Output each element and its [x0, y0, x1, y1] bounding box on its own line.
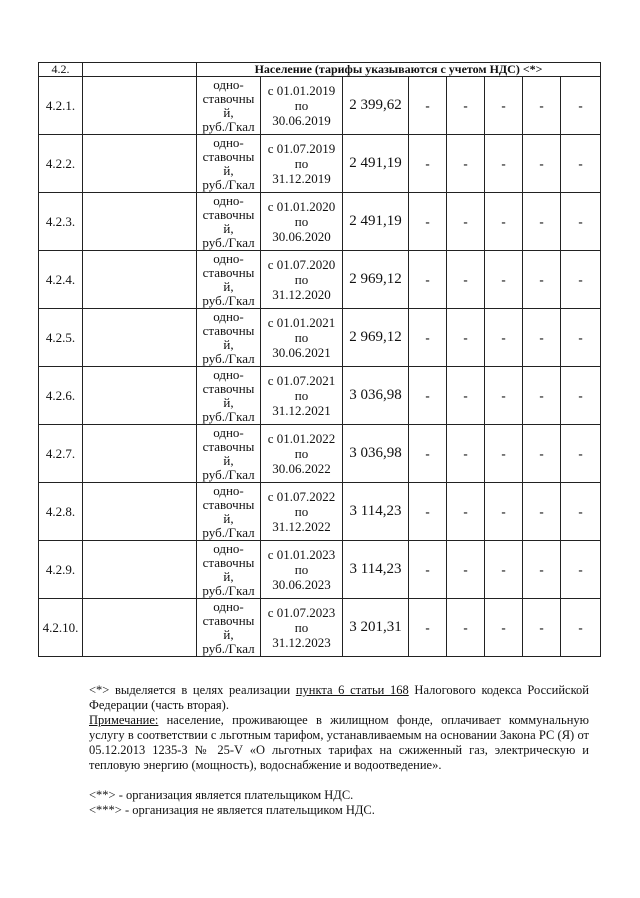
table-row: [39, 77, 601, 135]
empty-cell: [83, 309, 197, 367]
tariff-value: 3 036,98: [343, 367, 409, 425]
unit-line: ставочны: [202, 554, 255, 570]
unit-line: ставочны: [202, 496, 255, 512]
table-row: [39, 483, 601, 541]
dash-cell: -: [447, 425, 485, 483]
dash-cell: -: [561, 77, 601, 135]
dash-cell: -: [447, 367, 485, 425]
unit-line: й,: [223, 452, 234, 468]
dash-cell: -: [409, 367, 447, 425]
period-to: 30.06.2019: [272, 113, 331, 128]
period-from: с 01.07.2022: [267, 489, 336, 504]
unit-cell: [197, 77, 261, 135]
period-from: с 01.07.2023: [267, 605, 336, 620]
period-cell: [261, 367, 343, 425]
period-from: с 01.07.2020: [267, 257, 336, 272]
period-from: с 01.01.2022: [267, 431, 336, 446]
unit-line: ставочны: [202, 322, 255, 338]
unit-line: одно-: [213, 598, 244, 614]
dash-cell: -: [561, 599, 601, 657]
period-from: с 01.01.2023: [267, 547, 336, 562]
unit-line: й,: [223, 278, 234, 294]
unit-cell: [197, 135, 261, 193]
unit-line: руб./Гкал: [202, 466, 255, 482]
period-from: с 01.01.2021: [267, 315, 336, 330]
period-from: с 01.01.2019: [267, 83, 336, 98]
period-to: 31.12.2019: [272, 171, 331, 186]
dash-cell: -: [447, 599, 485, 657]
period-mid: по: [294, 446, 309, 461]
row-number: 4.2.3.: [39, 193, 83, 251]
unit-line: й,: [223, 568, 234, 584]
section-title: Население (тарифы указываются с учетом НДС) <*>: [197, 63, 601, 77]
dash-cell: -: [447, 483, 485, 541]
remark: [89, 713, 589, 773]
period-cell: [261, 425, 343, 483]
dash-cell: -: [523, 251, 561, 309]
unit-line: руб./Гкал: [202, 350, 255, 366]
period-mid: по: [294, 562, 309, 577]
period-cell: [261, 541, 343, 599]
tariff-value: 3 114,23: [343, 483, 409, 541]
period-mid: по: [294, 214, 309, 229]
table-row: [39, 309, 601, 367]
empty-cell: [83, 135, 197, 193]
unit-line: одно-: [213, 308, 244, 324]
unit-cell: [197, 425, 261, 483]
tariff-value: 2 969,12: [343, 309, 409, 367]
dash-cell: -: [523, 367, 561, 425]
unit-line: руб./Гкал: [202, 118, 255, 134]
dash-cell: -: [409, 77, 447, 135]
unit-cell: [197, 309, 261, 367]
dash-cell: -: [409, 599, 447, 657]
period-to: 30.06.2023: [272, 577, 331, 592]
row-number: 4.2.9.: [39, 541, 83, 599]
table-row: [39, 599, 601, 657]
unit-line: руб./Гкал: [202, 176, 255, 192]
dash-cell: -: [485, 425, 523, 483]
dash-cell: -: [447, 251, 485, 309]
unit-line: ставочны: [202, 148, 255, 164]
dash-cell: -: [523, 193, 561, 251]
tariff-value: 2 491,19: [343, 193, 409, 251]
unit-line: ставочны: [202, 206, 255, 222]
period-cell: [261, 309, 343, 367]
dash-cell: -: [485, 309, 523, 367]
dash-cell: -: [523, 599, 561, 657]
remark-label: Примечание:: [89, 713, 159, 727]
unit-line: й,: [223, 220, 234, 236]
tariff-value: 3 114,23: [343, 541, 409, 599]
row-number: 4.2.7.: [39, 425, 83, 483]
dash-cell: -: [561, 541, 601, 599]
unit-line: ставочны: [202, 438, 255, 454]
table-row: [39, 541, 601, 599]
empty-cell: [83, 425, 197, 483]
dash-cell: -: [409, 541, 447, 599]
period-mid: по: [294, 272, 309, 287]
dash-cell: -: [485, 135, 523, 193]
dash-cell: -: [409, 425, 447, 483]
dash-cell: -: [447, 541, 485, 599]
unit-line: й,: [223, 336, 234, 352]
dash-cell: -: [447, 193, 485, 251]
empty-cell: [83, 77, 197, 135]
table-row: [39, 193, 601, 251]
unit-line: руб./Гкал: [202, 582, 255, 598]
unit-line: руб./Гкал: [202, 234, 255, 250]
remark-text: население, проживающее в жилищном фонде, оплачивает коммунальную услугу в соответствии с льготным тарифом, устанавливаемым на основании Закона РС (Я) от 05.12.2013 1235-З № 25-V «О льготных тарифах на сжиженный газ, электрическую и тепловую энергию (мощность), водоснабжение и водоотведение».: [89, 713, 589, 772]
dash-cell: -: [485, 367, 523, 425]
unit-line: й,: [223, 626, 234, 642]
dash-cell: -: [523, 483, 561, 541]
dash-cell: -: [485, 193, 523, 251]
law-link[interactable]: пункта 6 статьи 168: [295, 683, 409, 697]
unit-line: одно-: [213, 76, 244, 92]
unit-line: руб./Гкал: [202, 292, 255, 308]
footnote-vat-basis: [89, 683, 589, 713]
unit-line: руб./Гкал: [202, 408, 255, 424]
tariff-value: 2 969,12: [343, 251, 409, 309]
unit-line: руб./Гкал: [202, 524, 255, 540]
unit-line: й,: [223, 510, 234, 526]
empty-cell: [83, 63, 197, 77]
row-number: 4.2.10.: [39, 599, 83, 657]
dash-cell: -: [447, 77, 485, 135]
dash-cell: -: [409, 483, 447, 541]
dash-cell: -: [561, 193, 601, 251]
dash-cell: -: [523, 135, 561, 193]
dash-cell: -: [523, 309, 561, 367]
section-number: 4.2.: [39, 63, 83, 77]
footnotes: [89, 683, 589, 818]
period-cell: [261, 251, 343, 309]
dash-cell: -: [447, 135, 485, 193]
empty-cell: [83, 251, 197, 309]
dash-cell: -: [561, 135, 601, 193]
footnote-vat-nonpayer: <***> - организация не является плательщиком НДС.: [89, 803, 375, 817]
section-header-row: [39, 63, 601, 77]
period-to: 31.12.2023: [272, 635, 331, 650]
period-mid: по: [294, 504, 309, 519]
unit-line: одно-: [213, 250, 244, 266]
unit-line: ставочны: [202, 380, 255, 396]
period-cell: [261, 483, 343, 541]
table-row: [39, 367, 601, 425]
tariff-value: 2 491,19: [343, 135, 409, 193]
table-row: [39, 251, 601, 309]
unit-line: й,: [223, 162, 234, 178]
row-number: 4.2.2.: [39, 135, 83, 193]
unit-cell: [197, 599, 261, 657]
tariff-value: 2 399,62: [343, 77, 409, 135]
row-number: 4.2.1.: [39, 77, 83, 135]
empty-cell: [83, 367, 197, 425]
unit-cell: [197, 483, 261, 541]
row-number: 4.2.6.: [39, 367, 83, 425]
period-to: 31.12.2020: [272, 287, 331, 302]
period-from: с 01.07.2021: [267, 373, 336, 388]
dash-cell: -: [485, 599, 523, 657]
unit-cell: [197, 367, 261, 425]
period-mid: по: [294, 620, 309, 635]
table-row: [39, 425, 601, 483]
unit-cell: [197, 541, 261, 599]
period-mid: по: [294, 388, 309, 403]
empty-cell: [83, 599, 197, 657]
period-to: 30.06.2020: [272, 229, 331, 244]
row-number: 4.2.4.: [39, 251, 83, 309]
dash-cell: -: [561, 425, 601, 483]
row-number: 4.2.5.: [39, 309, 83, 367]
period-from: с 01.07.2019: [267, 141, 336, 156]
period-cell: [261, 193, 343, 251]
unit-line: й,: [223, 394, 234, 410]
empty-cell: [83, 193, 197, 251]
tariff-table: [38, 62, 601, 657]
dash-cell: -: [409, 309, 447, 367]
dash-cell: -: [447, 309, 485, 367]
table-row: [39, 135, 601, 193]
unit-line: одно-: [213, 482, 244, 498]
unit-line: ставочны: [202, 612, 255, 628]
period-cell: [261, 135, 343, 193]
empty-cell: [83, 541, 197, 599]
period-from: с 01.01.2020: [267, 199, 336, 214]
unit-line: одно-: [213, 540, 244, 556]
dash-cell: -: [409, 135, 447, 193]
unit-line: одно-: [213, 134, 244, 150]
footnote-text: Налогового кодекса Российской Федерации (часть вторая).: [89, 683, 589, 712]
footnote-vat-payer: <**> - организация является плательщиком НДС.: [89, 788, 354, 802]
row-number: 4.2.8.: [39, 483, 83, 541]
dash-cell: -: [523, 541, 561, 599]
period-mid: по: [294, 330, 309, 345]
period-to: 30.06.2021: [272, 345, 331, 360]
period-cell: [261, 599, 343, 657]
unit-line: одно-: [213, 424, 244, 440]
dash-cell: -: [561, 309, 601, 367]
dash-cell: -: [561, 367, 601, 425]
dash-cell: -: [485, 541, 523, 599]
dash-cell: -: [409, 251, 447, 309]
period-mid: по: [294, 98, 309, 113]
dash-cell: -: [561, 251, 601, 309]
unit-cell: [197, 193, 261, 251]
unit-line: ставочны: [202, 90, 255, 106]
tariff-value: 3 201,31: [343, 599, 409, 657]
unit-line: руб./Гкал: [202, 640, 255, 656]
period-mid: по: [294, 156, 309, 171]
unit-line: одно-: [213, 192, 244, 208]
dash-cell: -: [485, 251, 523, 309]
dash-cell: -: [561, 483, 601, 541]
period-to: 30.06.2022: [272, 461, 331, 476]
dash-cell: -: [523, 425, 561, 483]
footnote-text: <*> выделяется в целях реализации: [89, 683, 296, 697]
unit-line: й,: [223, 104, 234, 120]
unit-cell: [197, 251, 261, 309]
dash-cell: -: [485, 77, 523, 135]
empty-cell: [83, 483, 197, 541]
dash-cell: -: [409, 193, 447, 251]
unit-line: одно-: [213, 366, 244, 382]
period-cell: [261, 77, 343, 135]
unit-line: ставочны: [202, 264, 255, 280]
tariff-value: 3 036,98: [343, 425, 409, 483]
dash-cell: -: [523, 77, 561, 135]
dash-cell: -: [485, 483, 523, 541]
period-to: 31.12.2022: [272, 519, 331, 534]
period-to: 31.12.2021: [272, 403, 331, 418]
